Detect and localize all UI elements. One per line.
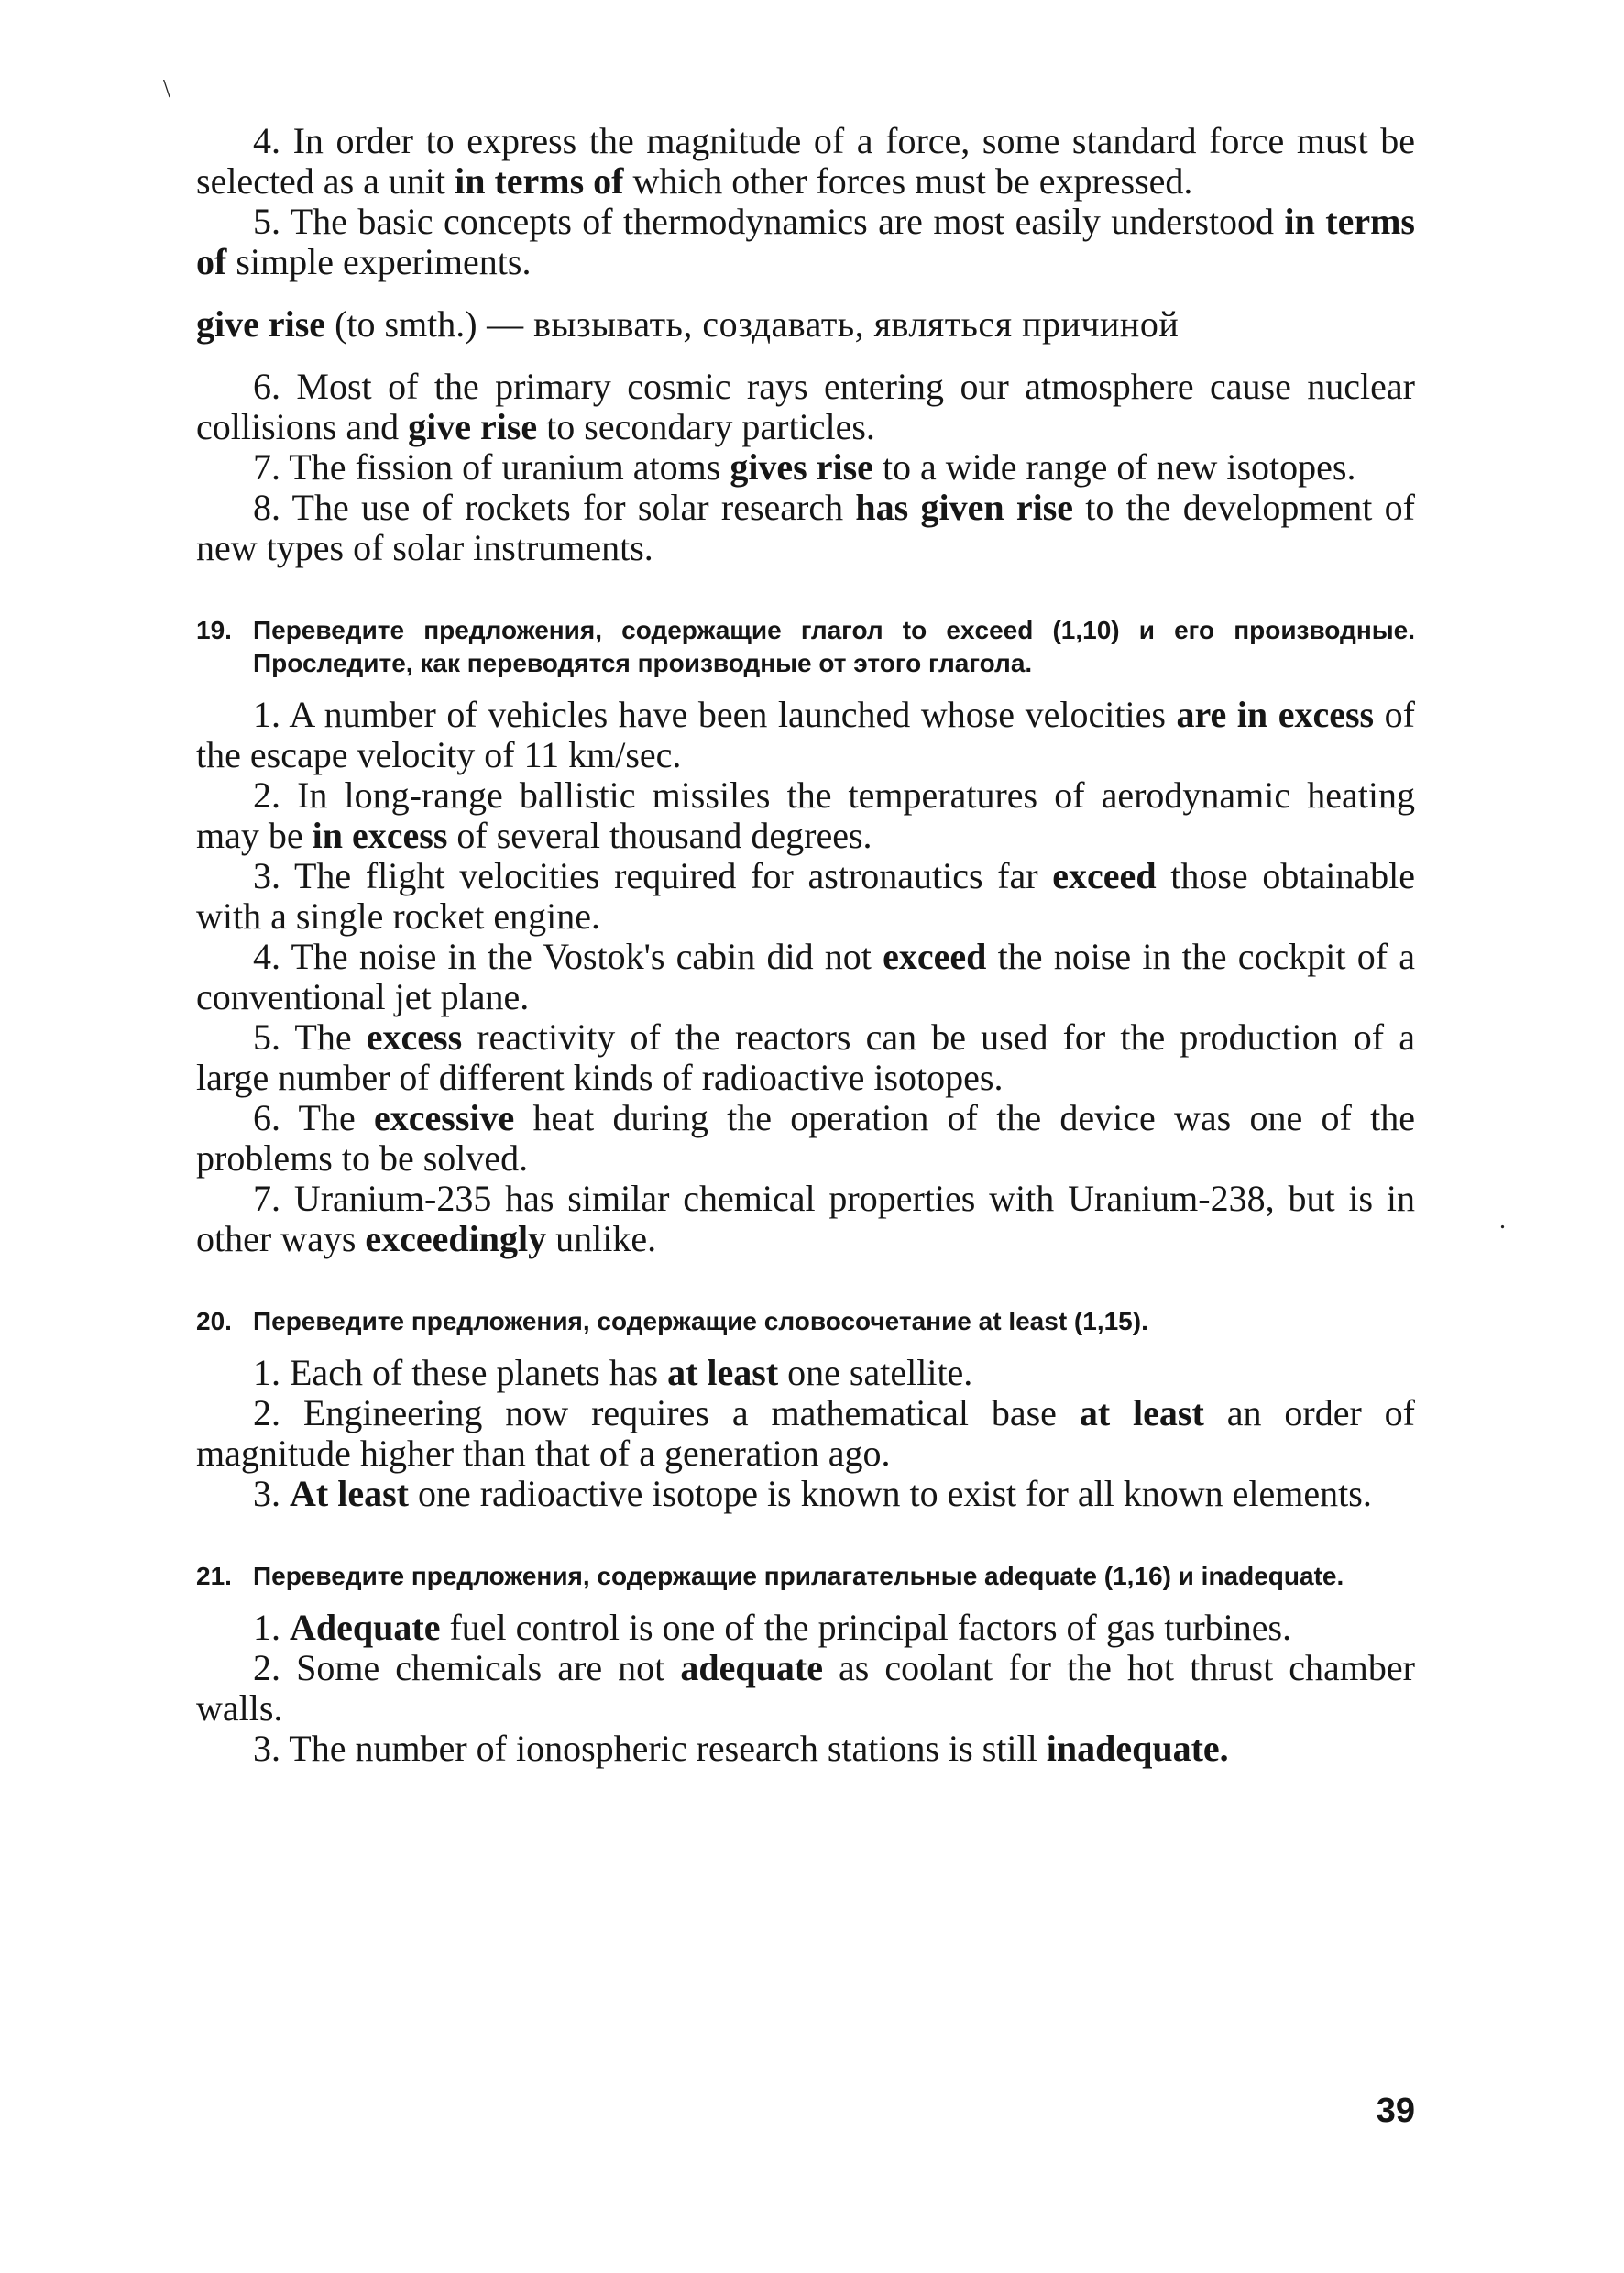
example-sentence: 6. Most of the primary cosmic rays entering our atmosphere cause nuclear collisions and give rise to secondary particles. (196, 366, 1415, 447)
examples-in-terms-of (196, 121, 1415, 282)
exercise-19-heading: 19. Переведите предложения, содержащие глагол to exceed (1,10) и его производные. Проследите, как переводятся производные от этого глагола. (196, 616, 1415, 677)
page-number: 39 (1376, 2092, 1415, 2130)
example-sentence: 5. The excess reactivity of the reactors can be used for the production of a large number of different kinds of radioactive isotopes. (196, 1016, 1415, 1098)
example-sentence: 7. Uranium-235 has similar chemical properties with Uranium-238, but is in other ways exceedingly unlike. (196, 1178, 1415, 1259)
page-content (196, 121, 1415, 1769)
example-sentence: 4. The noise in the Vostok's cabin did not exceed the noise in the cockpit of a conventional jet plane. (196, 936, 1416, 1017)
examples-give-rise (196, 367, 1415, 568)
vocabulary-gloss (196, 304, 1415, 345)
example-sentence: 4. In order to express the magnitude of a force, some standard force must be selected as a unit in terms of which other forces must be expressed. (196, 120, 1415, 202)
example-sentence: 3. The flight velocities required for astronautics far exceed those obtainable with a single rocket engine. (196, 855, 1415, 937)
gloss-usage: (to smth.) (325, 303, 477, 345)
examples-exceed (196, 695, 1415, 1259)
example-sentence: 1. Adequate fuel control is one of the principal factors of gas turbines. (253, 1607, 1292, 1648)
gloss-term: give rise (196, 303, 326, 345)
exercise-21-heading: 21. Переведите предложения, содержащие прилагательные adequate (1,16) и inadequate. (196, 1562, 1344, 1590)
scan-speck: \ (163, 75, 170, 104)
examples-adequate (196, 1608, 1415, 1769)
exercise-20-heading: 20. Переведите предложения, содержащие словосочетание at least (1,15). (196, 1307, 1148, 1335)
gloss-translation: — вызывать, создавать, являться причиной (477, 303, 1180, 345)
example-sentence: 8. The use of rockets for solar research has given rise to the development of new types of solar instruments. (196, 487, 1416, 568)
example-sentence: 3. The number of ionospheric research stations is still inadequate. (253, 1728, 1229, 1769)
example-sentence: 7. The fission of uranium atoms gives rise to a wide range of new isotopes. (253, 446, 1356, 488)
example-sentence: 2. Engineering now requires a mathematical base at least an order of magnitude higher than that of a generation ago. (196, 1392, 1415, 1474)
example-sentence: 2. Some chemicals are not adequate as coolant for the hot thrust chamber walls. (196, 1647, 1415, 1729)
examples-at-least (196, 1353, 1415, 1514)
example-sentence: 3. At least one radioactive isotope is known to exist for all known elements. (253, 1473, 1372, 1514)
example-sentence: 6. The excessive heat during the operation of the device was one of the problems to be solved. (196, 1097, 1415, 1179)
scan-speck: . (1499, 1206, 1506, 1235)
example-sentence: 2. In long-range ballistic missiles the temperatures of aerodynamic heating may be in excess of several thousand degrees. (196, 774, 1415, 856)
example-sentence: 5. The basic concepts of thermodynamics are most easily understood in terms of simple experiments. (196, 201, 1415, 282)
example-sentence: 1. Each of these planets has at least one satellite. (253, 1352, 973, 1393)
example-sentence: 1. A number of vehicles have been launched whose velocities are in excess of the escape velocity of 11 km/sec. (196, 694, 1415, 775)
